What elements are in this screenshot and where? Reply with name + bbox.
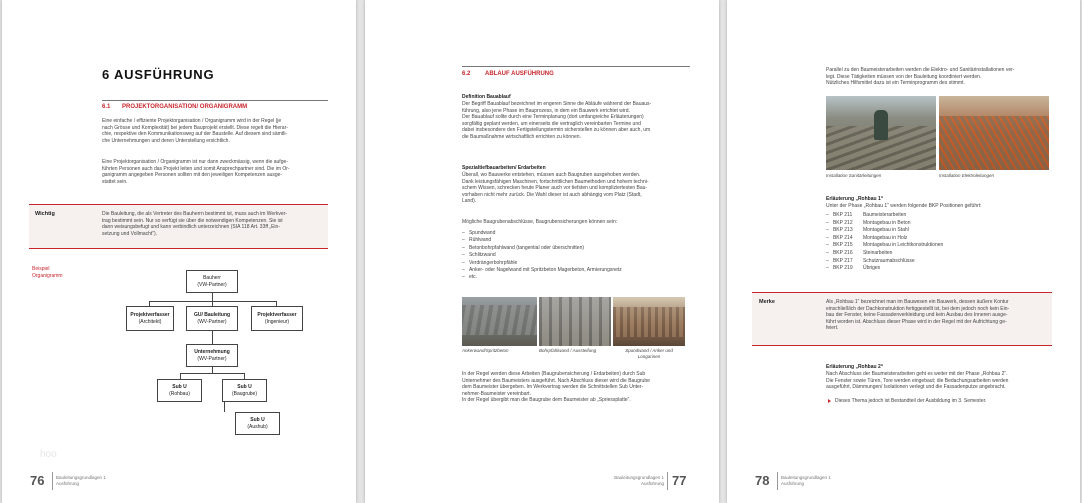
text-regel: In der Regel werden diese Arbeiten (Baugrubensicherung / Erdarbeiten) durch Sub Unternehmer des Baumeisters ausgeführt. Nach Abschluss dieser wird die Baugrube dem Baumeister übergeben. Im Werkvertrag werden die Schnittstellen Sub Unter- nehmer-Baumeister vereinbart. In der Regel übergibt man die Baugrube dem Baumeister ab „Spriessplatte“. — [462, 371, 650, 404]
org-bauherr: Bauherr (VW-Partner) — [186, 270, 238, 293]
bkp-list: – BKP 211 Baumeisterarbeiten – BKP 212 Montagebau in Beton – BKP 213 Montagebau in Stahl – BKP 214 Montagebau in Holz – BKP 215 Montagebau in Leichtkonstruktionen – BKP 216 Steinarbeiten – BKP 217 Schutzraumabschlüsse – BKP 219 Übriges — [826, 212, 944, 272]
org-unternehmung: Unternehmung (WV-Partner) — [186, 344, 238, 367]
caption-sanitaer: Installation Sanitärleitungen — [826, 173, 882, 178]
heading-rohbau-1: Erläuterung „Rohbau 1“ — [826, 196, 884, 202]
text-bauablauf: Der Begriff Bauablauf bezeichnet im engeren Sinne die Abläufe während der Bauaus- führung, also jene Phase im Bauprozess, in dem ein Bauwerk errichtet wird. Der Bauablauf sollte durch eine Terminplanung (dort umfangreiche Erläuterungen) sorgfältig geplant werden, um einerseits die vertraglich vereinbarten Termine und dabei insbesondere den Fertigstellungstermin sicherstellen zu können aber auch, um die Baumaßnahme wirtschaftlich errichten zu können. — [462, 101, 652, 140]
box-bottom-rule — [752, 345, 1052, 346]
section-number: 6.2 — [462, 71, 471, 77]
text-rohbau-2: Nach Abschluss der Baumeisterarbeiten geht es weiter mit der Phase „Rohbau 2“. Die Fenster sowie Türen, Tore werden eingebaut; die Bedachungsarbeiten werden ausgeführt, Dämmungen/ Isolationen verlegt und die Fassadenputze angebracht. — [826, 371, 1009, 391]
page-number: 78 — [755, 473, 770, 488]
section-number: 6.1 — [102, 104, 111, 110]
page-77 — [365, 0, 719, 503]
photo-sanitaer — [826, 96, 936, 170]
caption-spundwand: Spundwand / Anker und Longarinen — [625, 348, 673, 359]
page-78 — [727, 0, 1080, 503]
footer-text: Bauleitungsgrundlagen 1 Ausführung — [781, 475, 831, 486]
org-gu-bauleitung: GU/ Bauleitung (WV-Partner) — [186, 306, 238, 331]
caption-elektro: Installation Elektroleitungen — [939, 173, 995, 178]
footer-text: Bauleitungsgrundlagen 1 Ausführung — [56, 475, 106, 486]
photo-elektro — [939, 96, 1049, 170]
heading-rohbau-2: Erläuterung „Rohbau 2“ — [826, 364, 884, 370]
org-sub-aushub: Sub U (Aushub) — [235, 412, 280, 435]
important-text: Die Bauleitung, die als Vertreter des Bauherrn bestimmt ist, muss auch im Werkver- trag bestimmt sein. Nur so verfügt sie über die notwendigen Kompetenzen. Sie ist dann weisungsbefugt und kann verbindlich unterzeichnen (SIA 118 Art. 33ff „Ein- setzung und Vollmacht“). — [102, 211, 287, 237]
arrow-icon — [828, 399, 831, 403]
merke-label: Merke — [759, 299, 775, 305]
box-bottom-rule — [29, 248, 328, 249]
photo-spundwand — [613, 297, 685, 346]
org-projektverfasser-ingenieur: Projektverfasser (Ingenieur) — [251, 306, 303, 331]
side-caption: Beispiel Organigramm — [32, 266, 63, 279]
page-76 — [2, 0, 356, 503]
footer-text: Bauleitungsgrundlagen 1 Ausführung — [614, 475, 664, 486]
photo-bohrpfahlwand — [539, 297, 611, 346]
org-projektverfasser-architekt: Projektverfasser (Architekt) — [126, 306, 174, 331]
org-sub-rohbau: Sub U (Rohbau) — [157, 379, 202, 402]
text-spezialtiefbau: Überall, wo Bauwerke entstehen, müssen auch Baugruben ausgehoben werden. Dank leistungsfähigen Maschinen, fortschrittlichen Baumethoden und hohem techni- schem Wissen, schrecken heute Planer auch vor tiefsten und kompliziertesten Bau- vorhaben nicht mehr zurück. Die Wahl dieser ist auch abhängig vom Platz (Stadt, Land). — [462, 172, 649, 205]
text-moegliche: Mögliche Baugrubenabschlüsse, Baugrubensicherungen können sein: — [462, 219, 618, 225]
page-number: 76 — [30, 473, 45, 488]
caption-bohrpfahlwand: Bohrpfahlwand / Aussteifung — [539, 348, 597, 353]
section-title: ABLAUF AUSFÜHRUNG — [485, 71, 554, 77]
photo-ankerwand — [462, 297, 537, 346]
section-rule — [462, 66, 690, 67]
text-rohbau-1: Unter der Phase „Rohbau 1“ werden folgende BKP Positionen geführt: — [826, 203, 982, 209]
important-label: Wichtig — [35, 211, 55, 217]
watermark: hoo — [40, 449, 57, 460]
text-parallel: Parallel zu den Baumeisterarbeiten werden die Elektro- und Sanitärinstallationen ver- legt. Diese Tätigkeiten müssen von der Bauleitung koordiniert werden. Nützliches Hilfsmittel dazu ist ein Terminprogramm des stimmt. — [826, 67, 1015, 87]
heading-spezialtiefbau: Spezialtiefbauarbeiten/ Erdarbeiten — [462, 165, 546, 171]
note-text: Dieses Thema jedoch ist Bestandteil der Ausbildung im 3. Semester. — [835, 398, 987, 404]
merke-text: Als „Rohbau 1“ bezeichnet man im Bauwesen ein Bauwerk, dessen äußere Kontur einschließlich der Dachkonstruktion fertiggestellt ist, bei dem jedoch noch kein Ein- bau der Fenster, keine Fassadenverkleidung und kein Ausbau des Inneren ausge- führt worden ist. Abschluss dieser Phase wird in der Regel mit der Aufrichtung ge- feiert. — [826, 299, 1010, 332]
section-rule — [102, 100, 328, 101]
section-title: PROJEKTORGANISATION/ ORGANIGRAMM — [122, 104, 248, 110]
heading-bauablauf: Definition Bauablauf — [462, 94, 511, 100]
list-baugruben: – Spundwand – Rühlwand – Betonbohrpfahlwand (tangential oder überschnitten) – Schlitzwand – Verdrängerbohrpfähle – Anker- oder Nagelwand mit Spritzbeton Magerbeton, Armierungsnetz – etc. — [462, 230, 622, 281]
paragraph-1: Eine einfache / effiziente Projektorganisation / Organigramm wird in der Regel (je nach Grösse und Komplexität) bei jedem Bauprojekt erstellt. Diese regelt die Hierar- chie, respektive den Kommunikationsweg auf der Baustelle. Auf diesem sind sämtli- che Unternehmungen und deren Unterstellung ersichtlich. — [102, 118, 288, 144]
paragraph-2: Eine Projektorganisation / Organigramm ist nur dann zweckmässig, wenn die aufge- führten Personen auch das Projekt leiten und somit Ansprechpartner sind. Die im Or- ganigramm angegeben Personen sollten mit den jeweiligen Kompetenzen ausge- stattet sein. — [102, 159, 290, 185]
page-number: 77 — [672, 473, 687, 488]
caption-ankerwand: Ankerwand/Spritzbeton — [462, 348, 509, 353]
chapter-title: 6 AUSFÜHRUNG — [102, 67, 215, 82]
org-sub-baugrube: Sub U (Baugrube) — [222, 379, 267, 402]
